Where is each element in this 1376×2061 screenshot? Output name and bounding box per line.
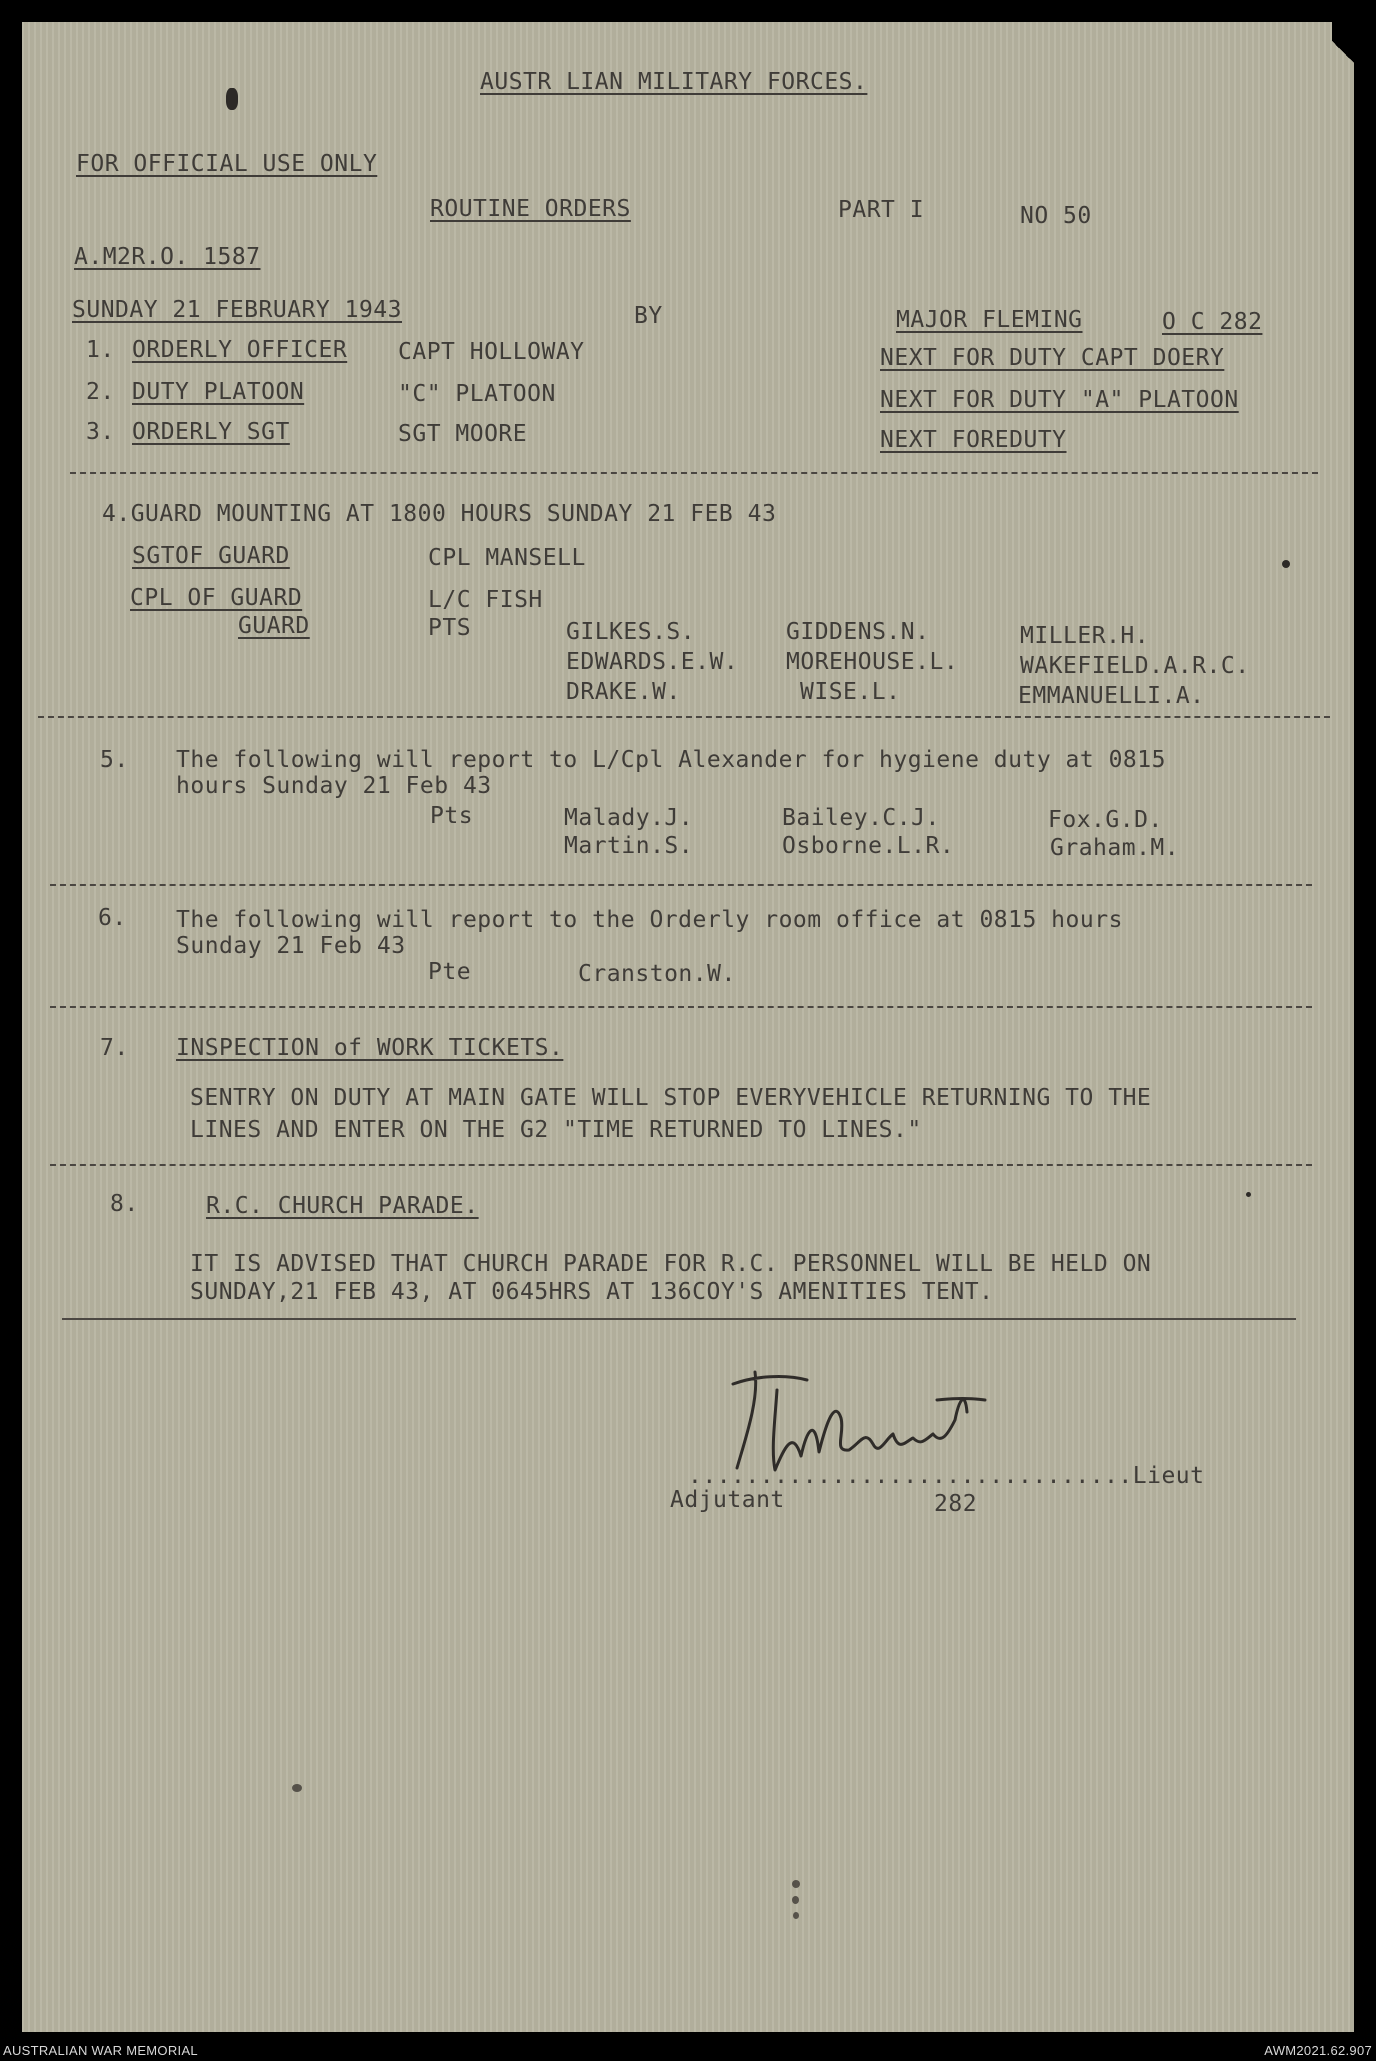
part-label: PART I [838,197,925,223]
footer-accession: AWM2021.62.907 [1264,2043,1372,2058]
duty-2-assigned: "C" PLATOON [398,381,556,407]
divider [50,1006,1312,1008]
guard-name: GIDDENS.N. [786,619,930,645]
sgt-of-guard-name: CPL MANSELL [428,545,586,571]
classification: FOR OFFICIAL USE ONLY [76,151,378,177]
binder-hole-mark [292,1784,302,1792]
ink-dot [1282,560,1290,568]
issued-by: MAJOR FLEMING [896,307,1083,333]
duty-2-role: DUTY PLATOON [132,379,305,405]
guard-heading: 4.GUARD MOUNTING AT 1800 HOURS SUNDAY 21 FEB 43 [102,501,777,527]
by-label: BY [634,303,663,329]
footer-source: AUSTRALIAN WAR MEMORIAL [3,2043,198,2058]
guard-name: MOREHOUSE.L. [786,649,959,675]
item-6-rank: Pte [428,959,472,985]
adjutant-unit: 282 [934,1491,978,1517]
duty-3-number: 3. [86,419,115,445]
hygiene-name: Bailey.C.J. [782,805,940,831]
ink-dot [1246,1192,1251,1197]
duty-2-number: 2. [86,379,115,405]
guard-label: GUARD [238,613,310,639]
binder-hole-mark [792,1896,799,1904]
item-5-number: 5. [100,747,129,773]
unit-label: O C 282 [1162,309,1263,335]
guard-name: EDWARDS.E.W. [566,649,739,675]
item-7-number: 7. [100,1035,129,1061]
divider [70,472,1318,474]
order-number: NO 50 [1020,203,1092,229]
item-5-line-1: The following will report to L/Cpl Alexander for hygiene duty at 0815 [176,747,1166,773]
divider [50,1164,1312,1166]
duty-1-next: NEXT FOR DUTY CAPT DOERY [880,345,1225,371]
item-5-rank: Pts [430,803,474,829]
duty-1-assigned: CAPT HOLLOWAY [398,339,585,365]
order-date: SUNDAY 21 FEBRUARY 1943 [72,297,402,323]
guard-name: WISE.L. [800,679,901,705]
cpl-of-guard-label: CPL OF GUARD [130,585,303,611]
guard-name: EMMANUELLI.A. [1018,683,1205,709]
guard-name: WAKEFIELD.A.R.C. [1020,653,1250,679]
hygiene-name: Fox.G.D. [1048,807,1163,833]
duty-3-assigned: SGT MOORE [398,421,528,447]
item-8-line-2: SUNDAY,21 FEB 43, AT 0645HRS AT 136COY'S AMENITIES TENT. [190,1279,994,1305]
item-5-line-2: hours Sunday 21 Feb 43 [176,773,492,799]
item-6-name: Cranston.W. [578,961,736,987]
ink-blot [226,88,238,110]
duty-1-number: 1. [86,337,115,363]
corner-fold [1332,22,1354,82]
divider [62,1318,1296,1320]
item-6-line-1: The following will report to the Orderly room office at 0815 hours [176,907,1123,933]
item-8-number: 8. [110,1191,139,1217]
guard-name: GILKES.S. [566,619,696,645]
item-7-line-2: LINES AND ENTER ON THE G2 "TIME RETURNED TO LINES." [190,1117,922,1143]
duty-3-role: ORDERLY SGT [132,419,290,445]
hygiene-name: Martin.S. [564,833,694,859]
hygiene-name: Malady.J. [564,805,694,831]
hygiene-name: Graham.M. [1050,835,1180,861]
divider [38,716,1330,718]
sgt-of-guard-label: SGTOF GUARD [132,543,290,569]
item-8-heading: R.C. CHURCH PARADE. [206,1193,479,1219]
duty-2-next: NEXT FOR DUTY "A" PLATOON [880,387,1239,413]
signature-line: ...............................Lieut [688,1463,1205,1489]
hygiene-name: Osborne.L.R. [782,833,955,859]
guard-name: DRAKE.W. [566,679,681,705]
document-title: AUSTR LIAN MILITARY FORCES. [480,69,868,95]
cpl-of-guard-name: L/C FISH [428,587,543,613]
divider [50,884,1312,886]
item-7-heading: INSPECTION of WORK TICKETS. [176,1035,564,1061]
item-6-number: 6. [98,905,127,931]
duty-3-next: NEXT FOREDUTY [880,427,1067,453]
item-8-line-1: IT IS ADVISED THAT CHURCH PARADE FOR R.C. PERSONNEL WILL BE HELD ON [190,1251,1152,1277]
duty-1-role: ORDERLY OFFICER [132,337,348,363]
reference: A.M2R.O. 1587 [74,244,261,270]
binder-hole-mark [792,1880,800,1888]
item-7-line-1: SENTRY ON DUTY AT MAIN GATE WILL STOP EVERYVEHICLE RETURNING TO THE [190,1085,1152,1111]
guard-name: MILLER.H. [1020,623,1150,649]
item-6-line-2: Sunday 21 Feb 43 [176,933,406,959]
orders-label: ROUTINE ORDERS [430,196,631,222]
adjutant-label: Adjutant [670,1487,785,1513]
guard-rank: PTS [428,615,472,641]
binder-hole-mark [793,1912,799,1919]
